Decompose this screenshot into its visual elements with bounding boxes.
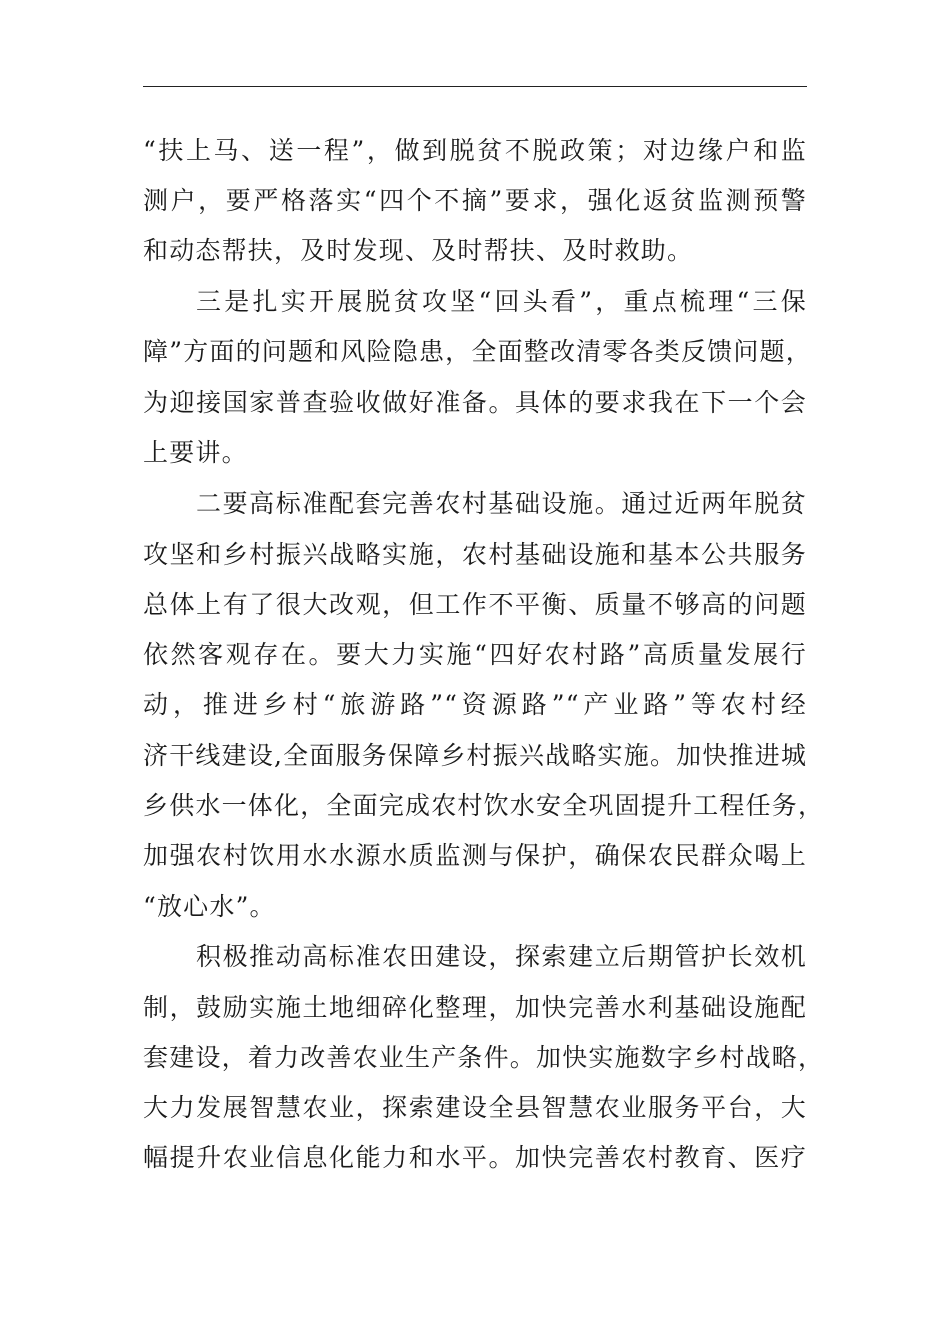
text-line: 大力发展智慧农业，探索建设全县智慧农业服务平台，大 (143, 1093, 807, 1122)
text-line: 乡供水一体化，全面完成农村饮水安全巩固提升工程任务， (143, 791, 825, 820)
text-line: 依然客观存在。要大力实施“四好农村路”高质量发展行 (143, 640, 807, 669)
text-line: 幅提升农业信息化能力和水平。加快完善农村教育、医疗 (143, 1143, 807, 1172)
text-line: 障”方面的问题和风险隐患，全面整改清零各类反馈问题， (143, 337, 812, 366)
text-line: 加强农村饮用水水源水质监测与保护，确保农民群众喝上 (143, 841, 807, 870)
text-line: 积极推动高标准农田建设，探索建立后期管护长效机 (196, 942, 807, 971)
header-rule (143, 86, 807, 87)
text-line: 二要高标准配套完善农村基础设施。通过近两年脱贫 (196, 489, 807, 518)
text-line: 济干线建设,全面服务保障乡村振兴战略实施。加快推进城 (143, 741, 808, 770)
text-line: 三是扎实开展脱贫攻坚“回头看”，重点梳理“三保 (196, 287, 807, 316)
text-line: 套建设，着力改善农业生产条件。加快实施数字乡村战略， (143, 1043, 825, 1072)
text-line: 制，鼓励实施土地细碎化整理，加快完善水利基础设施配 (143, 993, 807, 1022)
text-line: 和动态帮扶，及时发现、及时帮扶、及时救助。 (143, 236, 694, 265)
text-line: 动，推进乡村“旅游路”“资源路”“产业路”等农村经 (143, 690, 807, 719)
text-line: 总体上有了很大改观，但工作不平衡、质量不够高的问题 (143, 590, 807, 619)
text-line: “扶上马、送一程”，做到脱贫不脱政策；对边缘户和监 (143, 136, 807, 165)
text-line: 上要讲。 (143, 438, 248, 467)
text-line: “放心水”。 (143, 892, 276, 921)
text-line: 攻坚和乡村振兴战略实施，农村基础设施和基本公共服务 (143, 540, 807, 569)
text-line: 为迎接国家普查验收做好准备。具体的要求我在下一个会 (143, 388, 807, 417)
text-line: 测户，要严格落实“四个不摘”要求，强化返贫监测预警 (143, 186, 807, 215)
